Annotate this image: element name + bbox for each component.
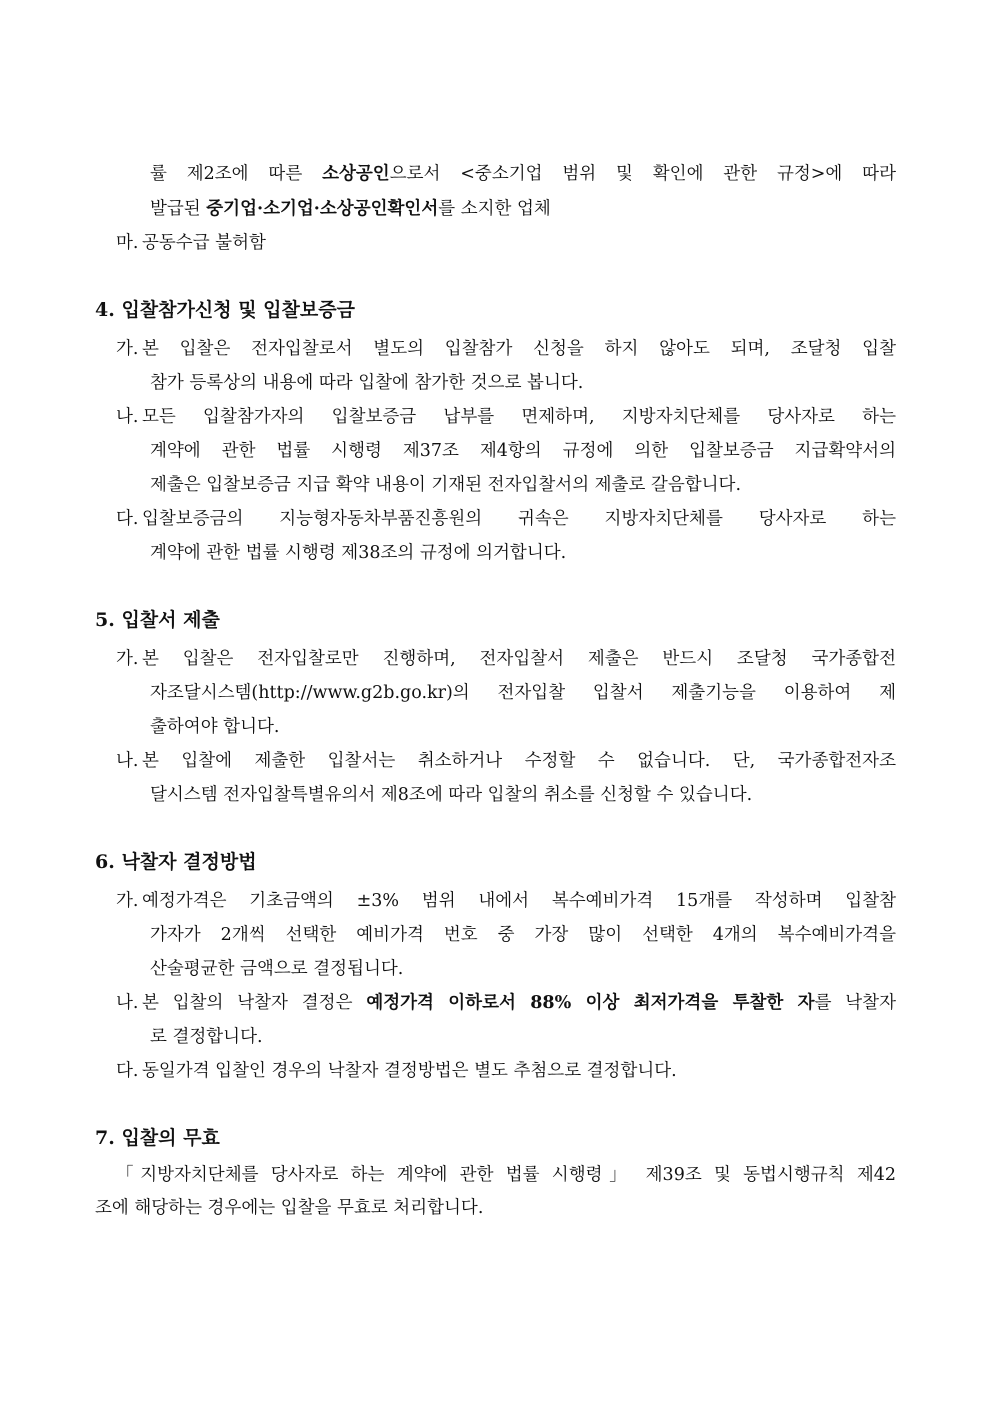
list-item: 가. 본 입찰은 전자입찰로서 별도의 입찰참가 신청을 하지 않아도 되며, 조달청 입찰: [116, 339, 896, 359]
list-item: 마. 공동수급 불허함: [116, 233, 266, 253]
body-line: 달시스템 전자입찰특별유의서 제8조에 따라 입찰의 취소를 신청할 수 있습니다.: [150, 785, 753, 805]
item-marker: 가.: [116, 891, 139, 911]
list-item: 나. 본 입찰에 제출한 입찰서는 취소하거나 수정할 수 없습니다. 단, 국가종합전자조: [116, 751, 896, 771]
section-heading: 6. 낙찰자 결정방법: [95, 851, 257, 873]
section-heading: 5. 입찰서 제출: [95, 609, 220, 631]
list-item: 가. 본 입찰은 전자입찰로만 진행하며, 전자입찰서 제출은 반드시 조달청 국가종합전: [116, 649, 896, 669]
section-heading: 4. 입찰참가신청 및 입찰보증금: [95, 299, 355, 321]
section-heading: 7. 입찰의 무효: [95, 1127, 220, 1149]
body-line: 출하여야 합니다.: [150, 717, 280, 737]
list-item: 가. 예정가격은 기초금액의 ±3% 범위 내에서 복수예비가격 15개를 작성하며 입찰참: [116, 891, 896, 911]
item-marker: 나.: [116, 751, 139, 771]
body-line: 가자가 2개씩 선택한 예비가격 번호 중 가장 많이 선택한 4개의 복수예비가격을: [150, 925, 896, 945]
body-line: 발급된 중기업·소기업·소상공인확인서를 소지한 업체: [150, 199, 551, 219]
body-line: 조에 해당하는 경우에는 입찰을 무효로 처리합니다.: [95, 1198, 484, 1218]
bold-term: 예정가격 이하로서 88% 이상 최저가격을 투찰한 자: [366, 993, 815, 1013]
item-marker: 마.: [116, 233, 139, 253]
list-item: 나. 본 입찰의 낙찰자 결정은 예정가격 이하로서 88% 이상 최저가격을 투찰한 자를 낙찰자: [116, 993, 896, 1013]
body-line: 계약에 관한 법률 시행령 제38조의 규정에 의거합니다.: [150, 543, 567, 563]
list-item: 나. 모든 입찰참가자의 입찰보증금 납부를 면제하며, 지방자치단체를 당사자로 하는: [116, 407, 896, 427]
body-line: 산술평균한 금액으로 결정됩니다.: [150, 959, 404, 979]
item-marker: 다.: [116, 509, 139, 529]
item-marker: 나.: [116, 993, 139, 1013]
item-marker: 다.: [116, 1061, 139, 1081]
body-line: 「지방자치단체를 당사자로 하는 계약에 관한 법률 시행령」 제39조 및 동법시행규칙 제42: [116, 1165, 896, 1185]
item-marker: 가.: [116, 339, 139, 359]
list-item: 다. 동일가격 입찰인 경우의 낙찰자 결정방법은 별도 추첨으로 결정합니다.: [116, 1061, 677, 1081]
body-line: 률 제2조에 따른 소상공인으로서 <중소기업 범위 및 확인에 관한 규정>에 따라: [150, 164, 896, 184]
body-line: 제출은 입찰보증금 지급 확약 내용이 기재된 전자입찰서의 제출로 갈음합니다.: [150, 475, 742, 495]
bold-term: 소상공인: [322, 164, 390, 184]
body-line: 참가 등록상의 내용에 따라 입찰에 참가한 것으로 봅니다.: [150, 373, 584, 393]
body-line: 로 결정합니다.: [150, 1027, 263, 1047]
list-item: 다. 입찰보증금의 지능형자동차부품진흥원의 귀속은 지방자치단체를 당사자로 하는: [116, 509, 896, 529]
body-line: 계약에 관한 법률 시행령 제37조 제4항의 규정에 의한 입찰보증금 지급확약서의: [150, 441, 896, 461]
body-line: 자조달시스템(http://www.g2b.go.kr)의 전자입찰 입찰서 제출기능을 이용하여 제: [150, 683, 896, 703]
bold-term: 중기업·소기업·소상공인확인서: [206, 199, 439, 219]
item-marker: 나.: [116, 407, 139, 427]
item-marker: 가.: [116, 649, 139, 669]
